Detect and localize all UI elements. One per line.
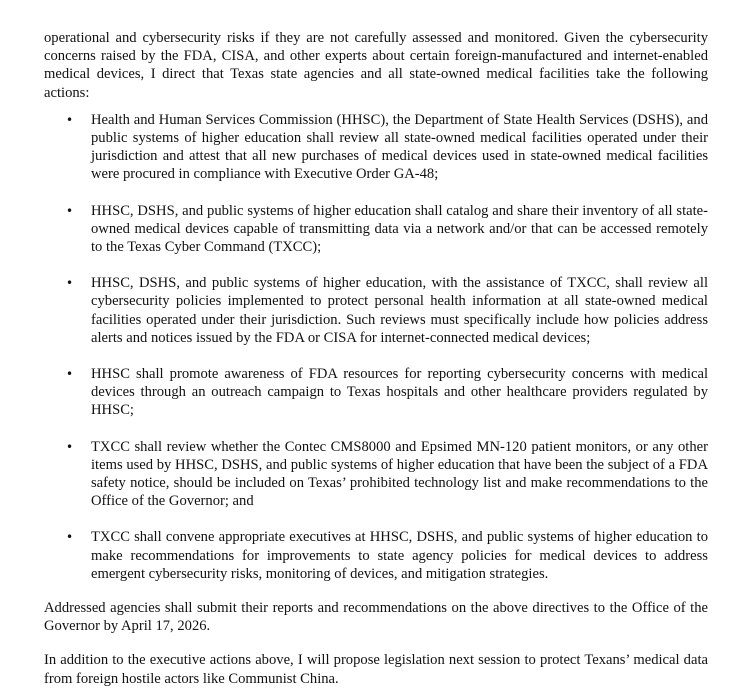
bullet-icon: • xyxy=(66,439,74,454)
list-item xyxy=(44,365,708,420)
intro-paragraph: operational and cybersecurity risks if they are not carefully assessed and monitored. Given the cybersecurity concerns raised by the FDA, CISA, and other experts about certain foreign-manufactured and internet-enabled medical devices, I direct that Texas state agencies and all state-owned medical facilities take the following actions: xyxy=(44,30,708,101)
action-text: HHSC, DSHS, and public systems of higher education, with the assistance of TXCC, shall review all cybersecurity policies implemented to protect personal health information at all state-owned medical facilities operated under their jurisdiction. Such reviews must specifically include how policies address alerts and notices issued by the FDA or CISA for internet-connected medical devices; xyxy=(91,275,708,346)
list-item xyxy=(44,438,708,511)
list-item xyxy=(44,202,708,257)
action-list xyxy=(44,111,708,583)
bullet-icon: • xyxy=(66,112,74,127)
bullet-icon: • xyxy=(66,530,74,545)
closing-paragraph: In addition to the executive actions above, I will propose legislation next session to protect Texans’ medical data from foreign hostile actors like Communist China. xyxy=(44,652,708,687)
action-text: TXCC shall review whether the Contec CMS8000 and Epsimed MN-120 patient monitors, or any other items used by HHSC, DSHS, and public systems of higher education that have been the subject of a FDA safety notice, should be included on Texas’ prohibited technology list and make recommendations to the Office of the Governor; and xyxy=(91,438,708,510)
list-item xyxy=(44,274,708,347)
bullet-icon: • xyxy=(66,203,74,218)
bullet-icon: • xyxy=(66,367,74,382)
document-page xyxy=(44,29,708,688)
action-text: HHSC, DSHS, and public systems of higher education shall catalog and share their inventory of all state-owned medical devices capable of transmitting data via a network and/or that can be accessed remotely to the Texas Cyber Command (TXCC); xyxy=(91,202,708,256)
action-text: HHSC shall promote awareness of FDA resources for reporting cybersecurity concerns with medical devices through an outreach campaign to Texas hospitals and other healthcare providers regulated by HHSC; xyxy=(91,366,708,419)
list-item xyxy=(44,528,708,583)
reporting-paragraph: Addressed agencies shall submit their reports and recommendations on the above directives to the Office of the Governor by April 17, 2026. xyxy=(44,600,708,635)
action-text: Health and Human Services Commission (HHSC), the Department of State Health Services (DSHS), and public systems of higher education shall review all state-owned medical facilities operated under their jurisdiction and attest that all new purchases of medical devices used in state-owned medical facilities were procured in compliance with Executive Order GA-48; xyxy=(91,111,708,183)
bullet-icon: • xyxy=(66,276,74,291)
action-text: TXCC shall convene appropriate executives at HHSC, DSHS, and public systems of higher education to make recommendations for improvements to state agency policies for medical devices to address emergent cybersecurity risks, monitoring of devices, and mitigation strategies. xyxy=(91,529,708,582)
list-item xyxy=(44,111,708,184)
